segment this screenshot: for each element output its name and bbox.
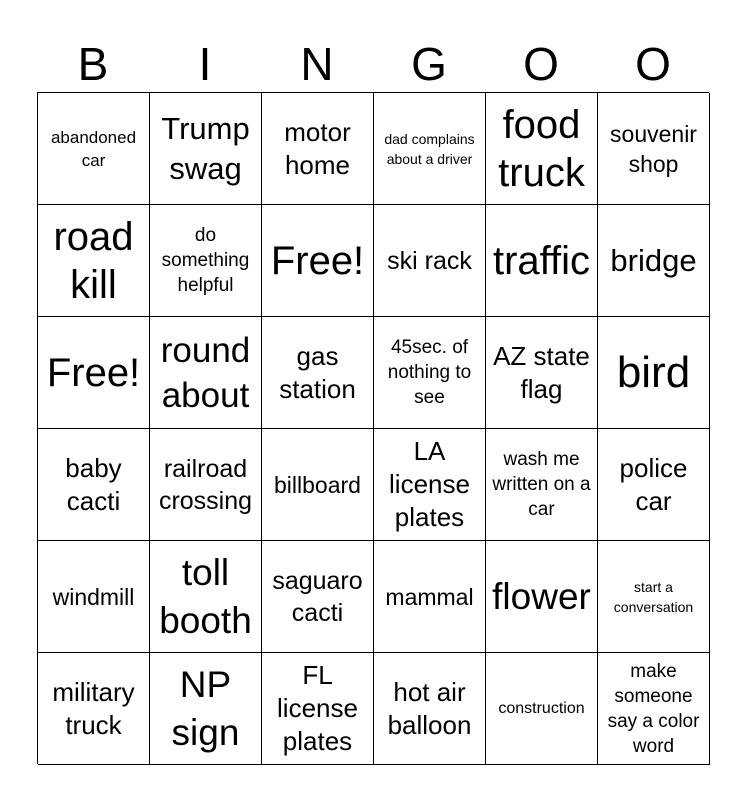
- bingo-cell[interactable]: [262, 653, 374, 765]
- cell-text: NP sign: [171, 663, 240, 753]
- bingo-cell[interactable]: [486, 205, 598, 317]
- cell-text: baby cacti: [65, 452, 122, 516]
- cell-text: Trump swag: [161, 110, 250, 186]
- header-letter-n: N: [300, 38, 334, 90]
- cell-text: 45sec. of nothing to see: [387, 337, 472, 408]
- bingo-cell[interactable]: [150, 541, 262, 653]
- cell-text: make someone say a color word: [607, 660, 700, 757]
- cell-text: hot air balloon: [387, 676, 472, 740]
- cell-text: bridge: [610, 242, 697, 278]
- bingo-cell[interactable]: [262, 93, 374, 205]
- cell-text: Free!: [46, 350, 141, 395]
- bingo-cell[interactable]: [262, 541, 374, 653]
- header-letter-g: G: [411, 38, 447, 90]
- cell-text: food truck: [498, 102, 585, 195]
- cell-text: saguaro cacti: [272, 566, 363, 627]
- bingo-cell[interactable]: [374, 93, 486, 205]
- cell-text: Free!: [270, 238, 365, 283]
- cell-text: abandoned car: [50, 127, 137, 170]
- bingo-cell[interactable]: [38, 429, 150, 541]
- bingo-cell[interactable]: [486, 541, 598, 653]
- free-space[interactable]: [262, 205, 374, 317]
- bingo-cell[interactable]: [486, 429, 598, 541]
- cell-text: toll booth: [159, 551, 252, 641]
- bingo-cell[interactable]: [374, 653, 486, 765]
- cell-text: souvenir shop: [610, 120, 697, 177]
- cell-text: windmill: [52, 583, 135, 610]
- bingo-board: [37, 92, 709, 764]
- cell-text: start a conversation: [613, 578, 694, 615]
- header-letter-i: I: [198, 38, 212, 90]
- cell-text: flower: [492, 575, 591, 617]
- cell-text: FL license plates: [277, 660, 358, 756]
- header-letter-o: O: [523, 38, 559, 90]
- free-space[interactable]: [38, 317, 150, 429]
- bingo-header: [37, 36, 709, 92]
- header-letter-b: B: [77, 38, 109, 90]
- bingo-cell[interactable]: [150, 205, 262, 317]
- cell-text: railroad crossing: [158, 454, 253, 515]
- bingo-cell[interactable]: [262, 317, 374, 429]
- bingo-cell[interactable]: [38, 93, 150, 205]
- bingo-cell[interactable]: [262, 429, 374, 541]
- bingo-cell[interactable]: [598, 93, 710, 205]
- bingo-cell[interactable]: [150, 429, 262, 541]
- cell-text: traffic: [492, 238, 591, 283]
- cell-text: do something helpful: [161, 225, 250, 296]
- bingo-cell[interactable]: [598, 653, 710, 765]
- bingo-cell[interactable]: [38, 653, 150, 765]
- cell-text: police car: [619, 452, 688, 516]
- bingo-cell[interactable]: [598, 205, 710, 317]
- bingo-cell[interactable]: [374, 541, 486, 653]
- bingo-cell[interactable]: [598, 317, 710, 429]
- cell-text: motor home: [284, 116, 351, 180]
- bingo-cell[interactable]: [486, 93, 598, 205]
- cell-text: gas station: [279, 340, 356, 404]
- cell-text: construction: [498, 699, 585, 717]
- cell-text: dad complains about a driver: [384, 130, 475, 167]
- cell-text: wash me written on a car: [492, 449, 591, 520]
- bingo-cell[interactable]: [486, 317, 598, 429]
- header-letter-o-2: O: [635, 38, 671, 90]
- cell-text: billboard: [274, 471, 361, 498]
- bingo-cell[interactable]: [150, 653, 262, 765]
- cell-text: round about: [160, 330, 251, 415]
- bingo-cell[interactable]: [486, 653, 598, 765]
- cell-text: road kill: [53, 214, 134, 307]
- bingo-cell[interactable]: [374, 205, 486, 317]
- cell-text: bird: [616, 347, 691, 397]
- cell-text: AZ state flag: [493, 340, 590, 404]
- cell-text: military truck: [52, 676, 135, 740]
- cell-text: ski rack: [387, 246, 472, 275]
- bingo-cell[interactable]: [598, 429, 710, 541]
- bingo-cell[interactable]: [150, 93, 262, 205]
- bingo-cell[interactable]: [150, 317, 262, 429]
- bingo-cell[interactable]: [38, 541, 150, 653]
- bingo-cell[interactable]: [374, 317, 486, 429]
- bingo-cell[interactable]: [598, 541, 710, 653]
- cell-text: mammal: [385, 583, 474, 610]
- bingo-cell[interactable]: [374, 429, 486, 541]
- cell-text: LA license plates: [389, 436, 470, 532]
- bingo-cell[interactable]: [38, 205, 150, 317]
